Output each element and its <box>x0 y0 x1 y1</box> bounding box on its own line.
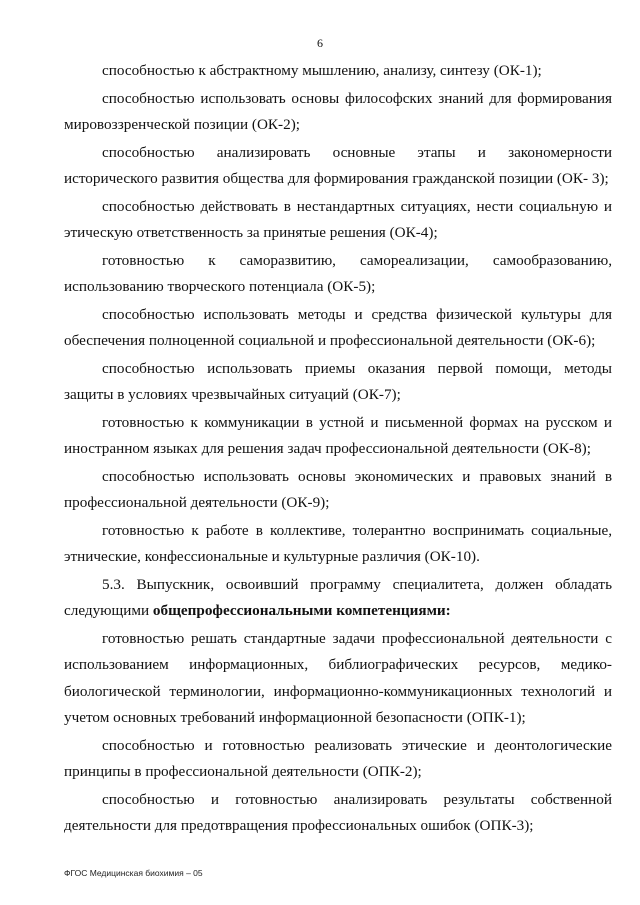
page-footer: ФГОС Медицинская биохимия – 05 <box>64 868 203 878</box>
paragraph-ok-5: готовностью к саморазвитию, самореализации, самообразованию, использованию творческого потенциала (ОК-5); <box>64 251 612 295</box>
paragraph-ok-2: способностью использовать основы философских знаний для формирования мировоззренческой позиции (ОК-2); <box>64 89 612 133</box>
paragraph-ok-3: способностью анализировать основные этапы и закономерности исторического развития общества для формирования гражданской позиции (ОК- 3); <box>64 143 612 187</box>
section-5-3-bold-term: общепрофессиональными компетенциями: <box>152 602 451 619</box>
paragraph-ok-7: способностью использовать приемы оказания первой помощи, методы защиты в условиях чрезвычайных ситуаций (ОК-7); <box>64 359 612 403</box>
paragraph-ok-1: способностью к абстрактному мышлению, анализу, синтезу (ОК-1); <box>102 62 542 79</box>
paragraph-opk-2: способностью и готовностью реализовать этические и деонтологические принципы в профессиональной деятельности (ОПК-2); <box>64 736 612 780</box>
paragraph-ok-10: готовностью к работе в коллективе, толерантно воспринимать социальные, этнические, конфессиональные и культурные различия (ОК-10). <box>64 521 612 565</box>
paragraph-ok-4: способностью действовать в нестандартных ситуациях, нести социальную и этическую ответственность за принятые решения (ОК-4); <box>64 197 612 241</box>
paragraph-opk-3: способностью и готовностью анализировать результаты собственной деятельности для предотвращения профессиональных ошибок (ОПК-3); <box>64 790 612 834</box>
section-5-3-lead: 5.3. Выпускник, освоивший программу специалитета, должен обладать следующими <box>64 575 612 619</box>
section-5-3 <box>64 572 612 625</box>
paragraph-opk-1: готовностью решать стандартные задачи профессиональной деятельности с использованием информационных, библиографических ресурсов, медико-биологической терминологии, информационно-коммуникационных технологий и учетом основных требований информационной безопасности (ОПК-1); <box>64 629 612 726</box>
paragraph-ok-6: способностью использовать методы и средства физической культуры для обеспечения полноценной социальной и профессиональной деятельности (ОК-6); <box>64 305 612 349</box>
paragraph-ok-8: готовностью к коммуникации в устной и письменной формах на русском и иностранном языках для решения задач профессиональной деятельности (ОК-8); <box>64 413 612 457</box>
page-number: 6 <box>317 36 323 50</box>
document-body <box>64 58 612 840</box>
paragraph-ok-9: способностью использовать основы экономических и правовых знаний в профессиональной деятельности (ОК-9); <box>64 467 612 511</box>
